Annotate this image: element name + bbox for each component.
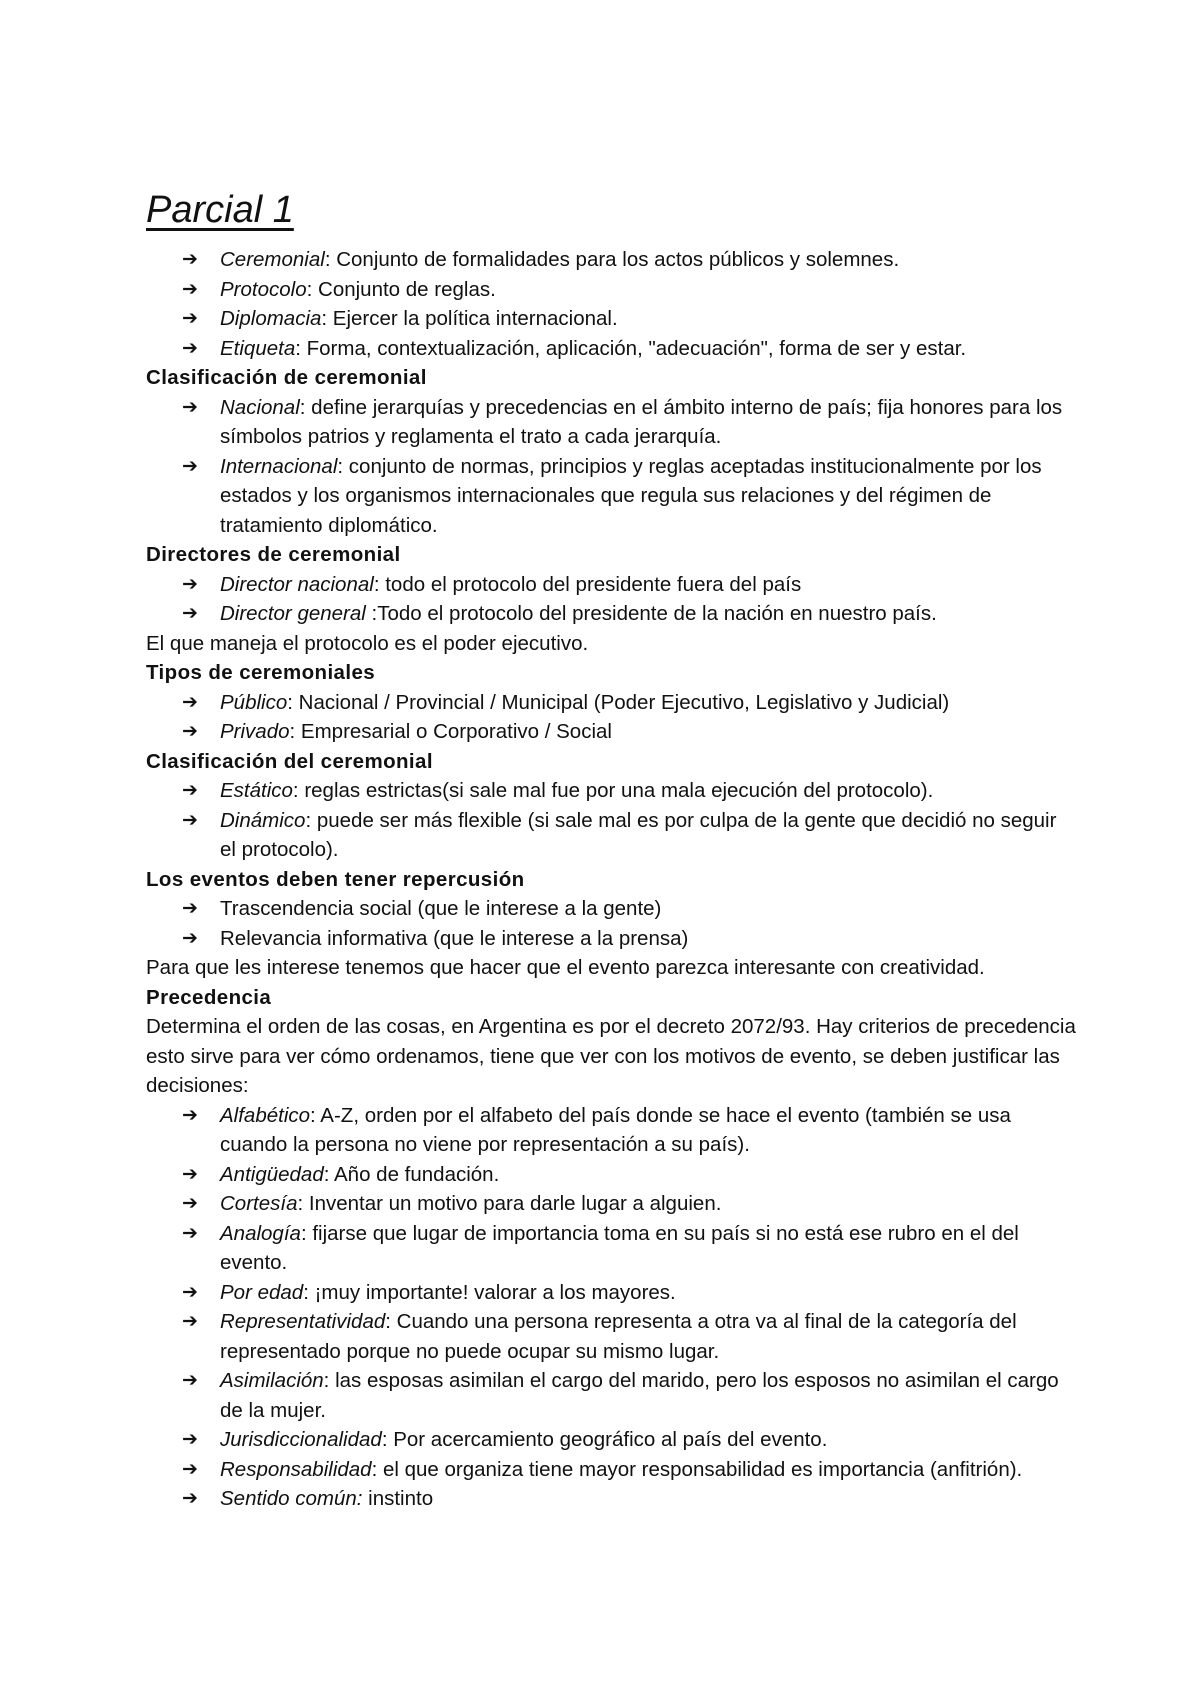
document-page bbox=[146, 183, 1076, 1514]
bullet-item bbox=[146, 924, 1076, 954]
bullet-item bbox=[146, 452, 1076, 541]
bullet-item bbox=[146, 1366, 1076, 1425]
arrow-bullet-icon: ➔ bbox=[182, 455, 198, 477]
bullet-text: Conjunto de reglas. bbox=[312, 277, 496, 301]
bullet-text: Inventar un motivo para darle lugar a alguien. bbox=[303, 1192, 722, 1215]
arrow-bullet-icon: ➔ bbox=[182, 1163, 198, 1185]
bullet-term: Ceremonial bbox=[220, 248, 325, 271]
bullet-separator: : bbox=[310, 1103, 316, 1127]
bullet-separator: : bbox=[287, 690, 293, 714]
document-body bbox=[146, 245, 1076, 1514]
bullet-term: Privado bbox=[220, 720, 290, 743]
bullet-text: conjunto de normas, principios y reglas aceptadas institucionalmente por los estados y los organismos internacionales que regula sus relaciones y del régimen de tratamiento diplomático. bbox=[220, 454, 1042, 537]
bullet-text: A-Z, orden por el alfabeto del país donde se hace el evento (también se usa cuando la persona no viene por representación a su país). bbox=[220, 1103, 1011, 1156]
bullet-item bbox=[146, 1278, 1076, 1308]
arrow-bullet-icon: ➔ bbox=[182, 1104, 198, 1126]
bullet-term: Jurisdiccionalidad bbox=[220, 1428, 382, 1451]
bullet-text: Empresarial o Corporativo / Social bbox=[295, 720, 612, 743]
arrow-bullet-icon: ➔ bbox=[182, 278, 198, 300]
arrow-bullet-icon: ➔ bbox=[182, 603, 198, 624]
bullet-separator: : bbox=[295, 336, 301, 360]
bullet-item bbox=[146, 570, 1076, 600]
bullet-separator: : bbox=[381, 1428, 388, 1451]
bullet-separator: : bbox=[306, 277, 313, 301]
bullet-item bbox=[146, 894, 1076, 924]
section-heading: Directores de ceremonial bbox=[146, 543, 401, 566]
bullet-term: Protocolo bbox=[220, 277, 307, 301]
bullet-separator: : bbox=[365, 602, 378, 625]
bullet-term: Responsabilidad bbox=[220, 1457, 372, 1481]
bullet-separator: : bbox=[385, 1310, 391, 1333]
bullet-text: el que organiza tiene mayor responsabilidad es importancia (anfitrión). bbox=[377, 1457, 1023, 1481]
arrow-bullet-icon: ➔ bbox=[182, 1488, 198, 1509]
bullet-text: Cuando una persona representa a otra va al final de la categoría del representado porque no puede ocupar su mismo lugar. bbox=[220, 1310, 1017, 1363]
bullet-text: Por acercamiento geográfico al país del evento. bbox=[387, 1428, 828, 1451]
arrow-bullet-icon: ➔ bbox=[182, 1429, 198, 1450]
bullet-term: Cortesía bbox=[220, 1192, 298, 1215]
bullet-item bbox=[146, 1484, 1076, 1514]
bullet-text: instinto bbox=[362, 1487, 434, 1510]
bullet-text: Nacional / Provincial / Municipal (Poder Ejecutivo, Legislativo y Judicial) bbox=[292, 690, 950, 714]
bullet-term: Etiqueta bbox=[220, 336, 296, 360]
arrow-bullet-icon: ➔ bbox=[182, 573, 198, 595]
arrow-bullet-icon: ➔ bbox=[182, 809, 198, 831]
bullet-term: Sentido común: bbox=[220, 1487, 363, 1510]
arrow-bullet-icon: ➔ bbox=[182, 1311, 198, 1332]
bullet-item bbox=[146, 245, 1076, 275]
bullet-text: fijarse que lugar de importancia toma en su país si no está ese rubro en el del evento. bbox=[220, 1221, 1019, 1274]
arrow-bullet-icon: ➔ bbox=[182, 780, 198, 801]
bullet-item bbox=[146, 1455, 1076, 1485]
bullet-text: Todo el protocolo del presidente de la nación en nuestro país. bbox=[377, 602, 937, 625]
bullet-term: Director nacional bbox=[220, 572, 374, 596]
bullet-item bbox=[146, 393, 1076, 452]
section-heading: Tipos de ceremoniales bbox=[146, 661, 376, 684]
bullet-item bbox=[146, 1189, 1076, 1219]
page-title: Parcial 1 bbox=[146, 189, 294, 231]
bullet-text: define jerarquías y precedencias en el ámbito interno de país; fija honores para los símbolos patrios y reglamenta el trato a cada jerarquía. bbox=[220, 395, 1063, 448]
bullet-item bbox=[146, 806, 1076, 865]
bullet-term: Por edad bbox=[220, 1280, 304, 1304]
bullet-term: Alfabético bbox=[220, 1103, 311, 1127]
arrow-bullet-icon: ➔ bbox=[182, 1458, 198, 1480]
section-heading: Clasificación de ceremonial bbox=[146, 366, 427, 389]
bullet-text: Ejercer la política internacional. bbox=[327, 307, 618, 330]
arrow-bullet-icon: ➔ bbox=[182, 1370, 198, 1391]
section-heading: Precedencia bbox=[146, 985, 272, 1009]
bullet-separator: : bbox=[324, 248, 331, 271]
arrow-bullet-icon: ➔ bbox=[182, 927, 198, 949]
bullet-term: Antigüedad bbox=[220, 1162, 324, 1186]
arrow-bullet-icon: ➔ bbox=[182, 396, 198, 418]
bullet-text: Conjunto de formalidades para los actos públicos y solemnes. bbox=[330, 248, 900, 271]
arrow-bullet-icon: ➔ bbox=[182, 721, 198, 742]
bullet-term: Nacional bbox=[220, 395, 300, 419]
arrow-bullet-icon: ➔ bbox=[182, 1281, 198, 1303]
bullet-separator: : bbox=[303, 1280, 309, 1304]
bullet-term: Público bbox=[220, 690, 288, 714]
bullet-term: Director general bbox=[220, 602, 366, 625]
bullet-text: todo el protocolo del presidente fuera del país bbox=[379, 572, 802, 596]
bullet-item bbox=[146, 304, 1076, 334]
bullet-text: puede ser más flexible (si sale mal es por culpa de la gente que decidió no seguir el protocolo). bbox=[220, 808, 1057, 861]
paragraph: Para que les interese tenemos que hacer que el evento parezca interesante con creatividad. bbox=[146, 956, 985, 979]
arrow-bullet-icon: ➔ bbox=[182, 1193, 198, 1214]
arrow-bullet-icon: ➔ bbox=[182, 898, 198, 919]
bullet-separator: : bbox=[299, 395, 306, 419]
bullet-separator: : bbox=[289, 720, 296, 743]
bullet-separator: : bbox=[321, 307, 328, 330]
bullet-item bbox=[146, 1101, 1076, 1160]
bullet-item bbox=[146, 688, 1076, 718]
paragraph: Determina el orden de las cosas, en Argentina es por el decreto 2072/93. Hay criterios de precedencia esto sirve para ver cómo ordenamos, tiene que ver con los motivos de evento, se deben justificar las decisiones: bbox=[146, 1015, 1076, 1097]
section-heading: Los eventos deben tener repercusión bbox=[146, 867, 525, 891]
bullet-text: ¡muy importante! valorar a los mayores. bbox=[308, 1280, 676, 1304]
bullet-text: las esposas asimilan el cargo del marido, pero los esposos no asimilan el cargo de la mujer. bbox=[220, 1369, 1059, 1422]
arrow-bullet-icon: ➔ bbox=[182, 1222, 198, 1244]
bullet-separator: : bbox=[371, 1457, 378, 1481]
bullet-item bbox=[146, 776, 1076, 806]
bullet-text: Relevancia informativa (que le interese a la prensa) bbox=[220, 926, 689, 950]
paragraph: El que maneja el protocolo es el poder ejecutivo. bbox=[146, 631, 589, 655]
bullet-term: Estático bbox=[220, 779, 293, 802]
bullet-separator: : bbox=[373, 572, 380, 596]
bullet-separator: : bbox=[305, 808, 312, 832]
bullet-term: Analogía bbox=[220, 1221, 301, 1245]
bullet-separator: : bbox=[323, 1369, 330, 1392]
bullet-separator: : bbox=[292, 779, 299, 802]
bullet-text: Año de fundación. bbox=[329, 1162, 500, 1186]
arrow-bullet-icon: ➔ bbox=[182, 249, 198, 270]
bullet-item bbox=[146, 1425, 1076, 1455]
bullet-term: Representatividad bbox=[220, 1310, 386, 1333]
bullet-text: reglas estrictas(si sale mal fue por una mala ejecución del protocolo). bbox=[298, 779, 934, 802]
bullet-item bbox=[146, 717, 1076, 747]
bullet-separator: : bbox=[323, 1162, 330, 1186]
section-heading: Clasificación del ceremonial bbox=[146, 749, 433, 773]
bullet-term: Diplomacia bbox=[220, 307, 322, 330]
bullet-term: Internacional bbox=[220, 454, 338, 478]
bullet-term: Asimilación bbox=[220, 1369, 324, 1392]
bullet-text: Forma, contextualización, aplicación, "adecuación", forma de ser y estar. bbox=[300, 336, 967, 360]
bullet-item bbox=[146, 1307, 1076, 1366]
bullet-text: Trascendencia social (que le interese a la gente) bbox=[220, 897, 662, 920]
bullet-item bbox=[146, 275, 1076, 305]
bullet-item bbox=[146, 1219, 1076, 1278]
bullet-item bbox=[146, 334, 1076, 364]
arrow-bullet-icon: ➔ bbox=[182, 691, 198, 713]
bullet-term: Dinámico bbox=[220, 808, 306, 832]
arrow-bullet-icon: ➔ bbox=[182, 308, 198, 329]
bullet-item bbox=[146, 599, 1076, 629]
bullet-separator: : bbox=[337, 454, 344, 478]
bullet-separator: : bbox=[297, 1192, 304, 1215]
arrow-bullet-icon: ➔ bbox=[182, 337, 198, 359]
bullet-item bbox=[146, 1160, 1076, 1190]
bullet-separator: : bbox=[300, 1221, 307, 1245]
